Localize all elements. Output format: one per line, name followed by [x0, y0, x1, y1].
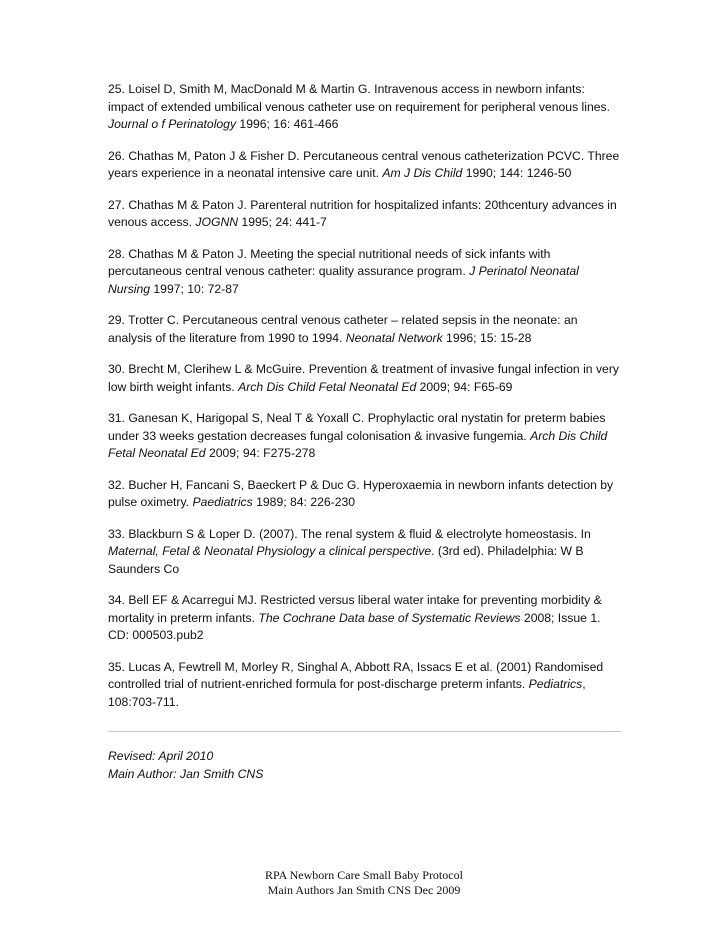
reference-text: . (3rd ed). Philadelphia: W B Saunders Co	[108, 544, 584, 576]
reference-item	[108, 526, 624, 579]
reference-text: 1997; 10: 72-87	[150, 281, 239, 296]
reference-text: 31. Ganesan K, Harigopal S, Neal T & Yoxall C. Prophylactic oral nystatin for preterm babies under 33 weeks gestation decreases fungal colonisation & invasive fungemia.	[108, 411, 606, 443]
reference-text: 1996; 15: 15-28	[442, 330, 532, 345]
reference-text: 35. Lucas A, Fewtrell M, Morley R, Singhal A, Abbott RA, Issacs E et al. (2001) Randomised controlled trial of nutrient-enriched formula for post-discharge preterm infants.	[108, 659, 604, 691]
reference-text: 34. Bell EF & Acarregui MJ. Restricted versus liberal water intake for preventing morbidity & mortality in preterm infants.	[108, 593, 602, 625]
reference-source: The Cochrane Data base of Systematic Reviews	[258, 610, 521, 625]
reference-item	[108, 148, 624, 183]
reference-source: Journal o f Perinatology	[108, 117, 237, 131]
reference-item	[108, 197, 624, 232]
revision-block	[108, 748, 624, 783]
reference-text: , 108:703-711.	[108, 677, 586, 709]
reference-source: J Perinatol Neonatal Nursing	[108, 264, 579, 296]
reference-text: 2008; Issue 1. CD: 000503.pub2	[108, 610, 601, 642]
reference-text: 1995; 24: 441-7	[238, 215, 327, 229]
reference-item	[108, 477, 624, 512]
reference-text: 30. Brecht M, Clerihew L & McGuire. Prevention & treatment of invasive fungal infection in very low birth weight infants.	[108, 362, 619, 394]
main-author: Main Author: Jan Smith CNS	[108, 766, 264, 781]
reference-item	[108, 312, 624, 347]
section-divider	[108, 731, 621, 732]
reference-source: Pediatrics	[528, 677, 583, 691]
reference-text: 26. Chathas M, Paton J & Fisher D. Percutaneous central venous catheterization PCVC. Three years experience in a neonatal intensive care unit.	[108, 148, 620, 180]
reference-source: Am J Dis Child	[382, 166, 463, 180]
revised-date: Revised: April 2010	[108, 749, 214, 763]
reference-item	[108, 81, 624, 134]
reference-item	[108, 246, 624, 299]
reference-source: Maternal, Fetal & Neonatal Physiology a clinical perspective	[108, 544, 432, 558]
reference-item	[108, 361, 624, 396]
footer-protocol-title: RPA Newborn Care Small Baby Protocol	[265, 868, 463, 882]
footer-authors: Main Authors Jan Smith CNS Dec 2009	[267, 883, 461, 897]
reference-text: 1996; 16: 461-466	[236, 117, 339, 131]
reference-text: 1989; 84: 226-230	[252, 495, 356, 509]
reference-source: Paediatrics	[192, 495, 253, 509]
reference-text: 2009; 94: F275-278	[205, 446, 316, 460]
reference-list	[108, 81, 624, 783]
reference-source: Arch Dis Child Fetal Neonatal Ed	[238, 379, 417, 394]
reference-text: 33. Blackburn S & Loper D. (2007). The renal system & fluid & electrolyte homeostasis. In	[108, 526, 591, 541]
reference-text: 29. Trotter C. Percutaneous central venous catheter – related sepsis in the neonate: an analysis of the literature from 1990 to 1994.	[108, 313, 578, 345]
reference-text: 28. Chathas M & Paton J. Meeting the special nutritional needs of sick infants with percutaneous central venous catheter: quality assurance program.	[108, 246, 551, 278]
reference-text: 25. Loisel D, Smith M, MacDonald M & Martin G. Intravenous access in newborn infants: impact of extended umbilical venous catheter use on requirement for peripheral venous lines.	[108, 82, 611, 114]
reference-item	[108, 410, 624, 463]
reference-item	[108, 659, 624, 712]
reference-text: 32. Bucher H, Fancani S, Baeckert P & Duc G. Hyperoxaemia in newborn infants detection by pulse oximetry.	[108, 477, 614, 509]
reference-item	[108, 592, 624, 645]
reference-text: 2009; 94: F65-69	[416, 379, 513, 394]
reference-text: 27. Chathas M & Paton J. Parenteral nutrition for hospitalized infants: 20thcentury advances in venous access.	[108, 197, 617, 229]
reference-source: Neonatal Network	[345, 330, 443, 345]
references-container	[108, 81, 624, 711]
reference-source: JOGNN	[195, 215, 239, 229]
reference-source: Arch Dis Child Fetal Neonatal Ed	[108, 428, 608, 460]
page-footer	[0, 868, 728, 898]
reference-text: 1990; 144: 1246-50	[462, 166, 572, 180]
